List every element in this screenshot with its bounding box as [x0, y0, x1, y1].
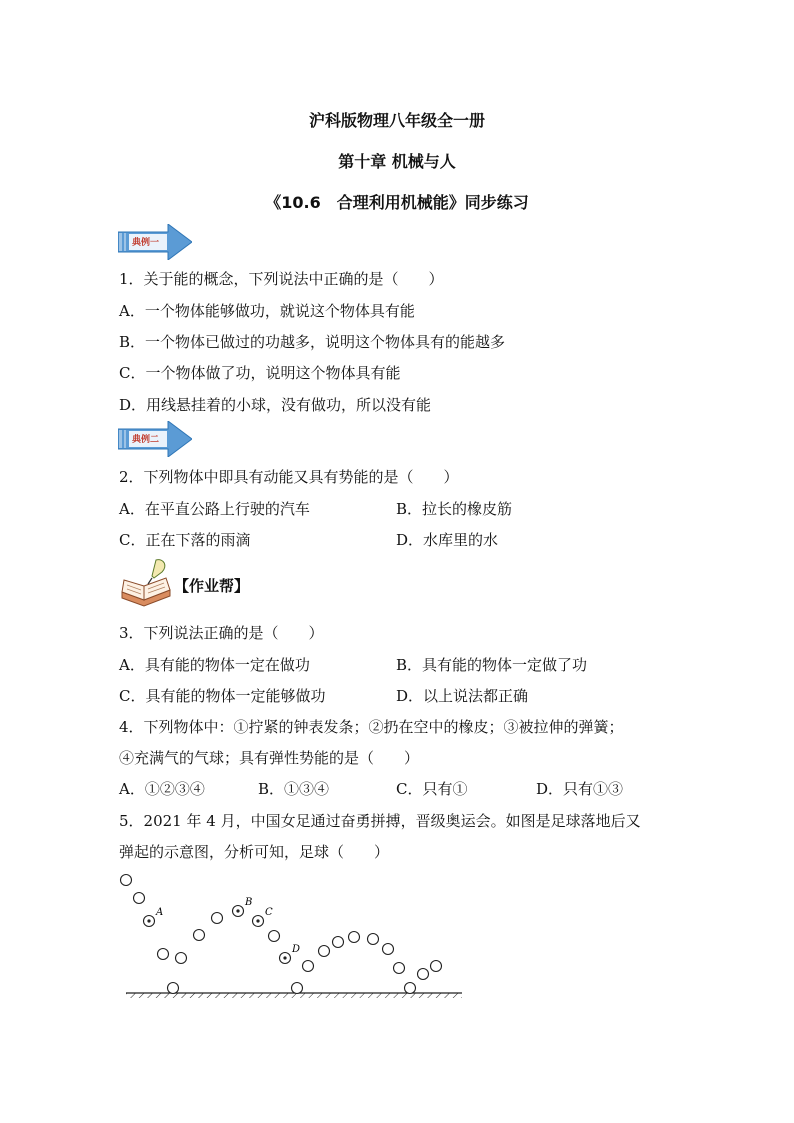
homework-book-icon	[118, 556, 174, 610]
document-title: 沪科版物理八年级全一册	[308, 111, 485, 130]
ball-position	[319, 946, 330, 957]
ball-position	[168, 983, 179, 994]
ball-marker-dot	[147, 919, 150, 922]
q3-option-b: B．具有能的物体一定做了功	[396, 656, 588, 674]
q2-option-a: A．在平直公路上行驶的汽车	[119, 500, 310, 518]
ball-marker-dot	[283, 956, 286, 959]
example-two-label: 典例二	[132, 435, 160, 445]
q5-stem-line1: 5．2021 年 4 月，中国女足通过奋勇拼搏，晋级奥运会。如图是足球落地后又	[119, 812, 641, 830]
bouncing-ball-diagram	[118, 866, 468, 1006]
homework-label: 【作业帮】	[174, 577, 250, 595]
ball-position	[383, 944, 394, 955]
q3-option-c: C．具有能的物体一定能够做功	[119, 687, 326, 705]
ball-position	[333, 937, 344, 948]
q2-option-b: B．拉长的橡皮筋	[396, 500, 513, 518]
example-one-label: 典例一	[132, 238, 160, 248]
ball-position	[269, 931, 280, 942]
point-label-c: C	[265, 907, 273, 918]
q4-stem-line1: 4．下列物体中：①拧紧的钟表发条；②扔在空中的橡皮；③被拉伸的弹簧；	[119, 718, 624, 736]
q2-option-d: D．水库里的水	[396, 531, 499, 549]
chapter-title: 第十章 机械与人	[338, 152, 456, 171]
ball-position	[405, 983, 416, 994]
ball-position	[212, 913, 223, 924]
ball-position	[134, 893, 145, 904]
ball-position	[303, 961, 314, 972]
q1-option-b: B．一个物体已做过的功越多，说明这个物体具有的能越多	[119, 333, 506, 351]
example-one-banner	[118, 224, 192, 260]
q4-option-c: C．只有①	[396, 780, 468, 798]
q5-stem-line2: 弹起的示意图，分析可知，足球（ ）	[119, 843, 390, 861]
ball-position	[194, 930, 205, 941]
bouncing-ball-figure	[118, 866, 468, 1006]
ball-marker-dot	[236, 909, 239, 912]
ball-position	[158, 949, 169, 960]
q4-option-a: A．①②③④	[119, 780, 205, 798]
q4-option-b: B．①③④	[258, 780, 330, 798]
q1-option-d: D．用线悬挂着的小球，没有做功，所以没有能	[119, 396, 432, 414]
ball-position	[418, 969, 429, 980]
ball-position	[292, 983, 303, 994]
q3-option-d: D．以上说法都正确	[396, 687, 529, 705]
point-label-b: B	[245, 897, 253, 908]
point-label-d: D	[292, 944, 301, 955]
q2-stem: 2．下列物体中即具有动能又具有势能的是（ ）	[119, 468, 459, 486]
ball-position	[368, 934, 379, 945]
q4-option-d: D．只有①③	[536, 780, 624, 798]
q4-stem-line2: ④充满气的气球；具有弹性势能的是（ ）	[119, 749, 420, 767]
ball-position	[431, 961, 442, 972]
q1-stem: 1．关于能的概念，下列说法中正确的是（ ）	[119, 270, 444, 288]
lesson-title: 《10.6 合理利用机械能》同步练习	[265, 193, 529, 212]
ball-position	[394, 963, 405, 974]
q1-option-a: A．一个物体能够做功，就说这个物体具有能	[119, 302, 415, 320]
q1-option-c: C．一个物体做了功，说明这个物体具有能	[119, 364, 401, 382]
example-two-banner	[118, 421, 192, 457]
ball-position	[349, 932, 360, 943]
q3-option-a: A．具有能的物体一定在做功	[119, 656, 310, 674]
q2-option-c: C．正在下落的雨滴	[119, 531, 251, 549]
point-label-a: A	[156, 907, 164, 918]
ball-marker-dot	[256, 919, 259, 922]
ball-position	[176, 953, 187, 964]
q3-stem: 3．下列说法正确的是（ ）	[119, 624, 324, 642]
ball-position	[121, 875, 132, 886]
